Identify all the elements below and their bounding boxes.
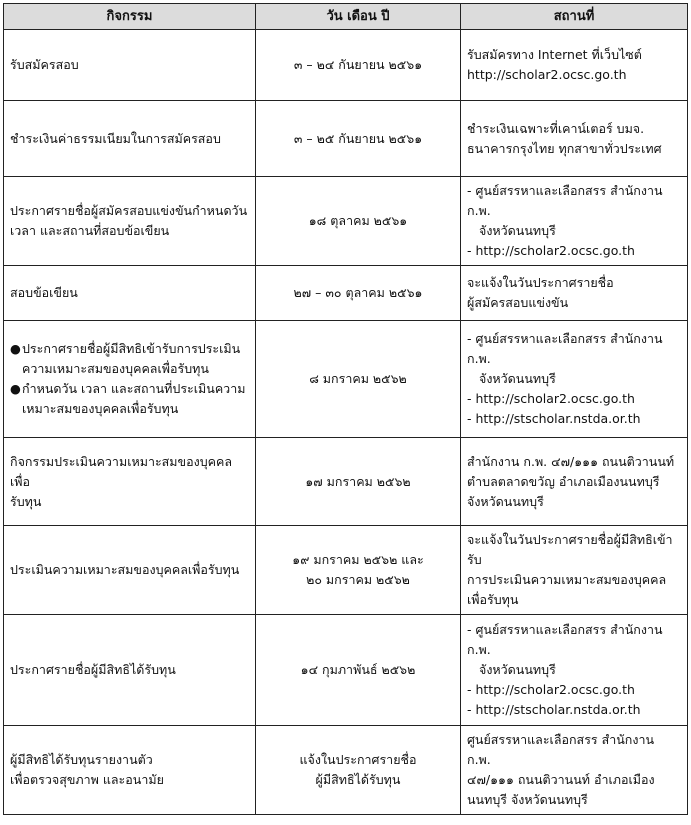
place-url: http://scholar2.ocsc.go.th: [467, 67, 627, 82]
activity-bullet-item: [10, 339, 249, 379]
activity-cell: [4, 526, 256, 615]
place-text: นนทบุรี จังหวัดนนทบุรี: [467, 792, 588, 807]
place-text: รับสมัครทาง Internet ที่เว็บไซต์: [467, 47, 642, 62]
activity-text: ชำระเงินค่าธรรมเนียมในการสมัครสอบ: [10, 130, 221, 146]
activity-cell: [4, 30, 256, 101]
place-cell: [461, 321, 688, 438]
date-text: ๑๔ กุมภาพันธ์ ๒๕๖๒: [300, 662, 416, 677]
activity-text: ความเหมาะสมของบุคคลเพื่อรับทุน: [22, 361, 209, 376]
place-text: จังหวัดนนทบุรี: [479, 371, 556, 386]
place-cell: [461, 101, 688, 177]
date-text: ผู้มีสิทธิได้รับทุน: [315, 772, 401, 787]
place-text: - ศูนย์สรรหาและเลือกสรร สำนักงาน ก.พ.: [467, 183, 663, 218]
date-text: ๒๐ มกราคม ๒๕๖๒: [306, 572, 410, 587]
activity-text: รับสมัครสอบ: [10, 57, 79, 72]
place-cell: [461, 438, 688, 526]
table-row: [4, 101, 688, 177]
date-cell: [256, 177, 461, 266]
activity-text: เวลา และสถานที่สอบข้อเขียน: [10, 223, 170, 238]
place-text: จะแจ้งในวันประกาศรายชื่อ: [467, 275, 614, 290]
place-cell: [461, 526, 688, 615]
place-text: สำนักงาน ก.พ. ๔๗/๑๑๑ ถนนติวานนท์: [467, 453, 675, 469]
header-date: วัน เดือน ปี: [256, 4, 461, 30]
table-row: [4, 30, 688, 101]
activity-text: ประกาศรายชื่อผู้มีสิทธิได้รับทุน: [10, 662, 176, 677]
place-text: ตำบลตลาดขวัญ อำเภอเมืองนนทบุรี: [467, 473, 660, 489]
place-url: - http://scholar2.ocsc.go.th: [467, 243, 635, 258]
place-text: การประเมินความเหมาะสมของบุคคล: [467, 572, 667, 587]
date-text: ๓ – ๒๔ กันยายน ๒๕๖๑: [293, 57, 423, 72]
activity-text: ประกาศรายชื่อผู้มีสิทธิเข้ารับการประเมิน: [22, 341, 241, 356]
table-row: [4, 526, 688, 615]
place-cell: [461, 30, 688, 101]
date-cell: [256, 526, 461, 615]
table-row: [4, 177, 688, 266]
date-text: ๑๘ ตุลาคม ๒๕๖๑: [308, 213, 408, 228]
header-activity: กิจกรรม: [4, 4, 256, 30]
place-text: ผู้สมัครสอบแข่งขัน: [467, 295, 569, 310]
place-cell: [461, 177, 688, 266]
place-text: จังหวัดนนทบุรี: [467, 493, 544, 509]
date-cell: [256, 615, 461, 726]
activity-cell: [4, 321, 256, 438]
activity-cell: [4, 615, 256, 726]
date-text: แจ้งในประกาศรายชื่อ: [299, 752, 417, 767]
schedule-table: [3, 3, 688, 815]
place-text: ธนาคารกรุงไทย ทุกสาขาทั่วประเทศ: [467, 140, 662, 156]
date-cell: [256, 266, 461, 321]
activity-text: เหมาะสมของบุคคลเพื่อรับทุน: [22, 401, 179, 416]
place-text: ศูนย์สรรหาและเลือกสรร สำนักงาน ก.พ.: [467, 732, 655, 767]
place-url: - http://scholar2.ocsc.go.th: [467, 391, 635, 406]
activity-text: ประกาศรายชื่อผู้สมัครสอบแข่งขันกำหนดวัน: [10, 203, 248, 218]
activity-cell: [4, 726, 256, 815]
date-text: ๓ – ๒๕ กันยายน ๒๕๖๑: [293, 130, 423, 146]
activity-bullet-item: [10, 379, 249, 419]
place-text: - ศูนย์สรรหาและเลือกสรร สำนักงาน ก.พ.: [467, 622, 663, 657]
place-cell: [461, 615, 688, 726]
activity-text: สอบข้อเขียน: [10, 285, 78, 300]
table-row: [4, 321, 688, 438]
table-row: [4, 266, 688, 321]
date-cell: [256, 101, 461, 177]
bullet-icon: ●: [10, 381, 21, 396]
activity-cell: [4, 266, 256, 321]
table-row: [4, 615, 688, 726]
place-cell: [461, 726, 688, 815]
place-url: - http://scholar2.ocsc.go.th: [467, 682, 635, 697]
date-cell: [256, 438, 461, 526]
place-cell: [461, 266, 688, 321]
place-url: - http://stscholar.nstda.or.th: [467, 702, 641, 717]
place-text: - ศูนย์สรรหาและเลือกสรร สำนักงาน ก.พ.: [467, 331, 663, 366]
activity-text: กำหนดวัน เวลา และสถานที่ประเมินความ: [22, 381, 246, 396]
place-text: ๔๗/๑๑๑ ถนนติวานนท์ อำเภอเมือง: [467, 772, 655, 787]
date-text: ๑๗ มกราคม ๒๕๖๒: [305, 473, 411, 489]
activity-text: ประเมินความเหมาะสมของบุคคลเพื่อรับทุน: [10, 562, 240, 577]
place-text: ชำระเงินเฉพาะที่เคาน์เตอร์ บมจ.: [467, 120, 645, 136]
date-cell: [256, 321, 461, 438]
activity-text: รับทุน: [10, 493, 42, 509]
date-cell: [256, 30, 461, 101]
place-text: เพื่อรับทุน: [467, 592, 519, 607]
table-row: [4, 438, 688, 526]
bullet-icon: ●: [10, 341, 21, 356]
activity-text: กิจกรรมประเมินความเหมาะสมของบุคคลเพื่อ: [10, 453, 233, 489]
activity-text: ผู้มีสิทธิได้รับทุนรายงานตัว: [10, 752, 153, 767]
table-row: [4, 726, 688, 815]
activity-text: เพื่อตรวจสุขภาพ และอนามัย: [10, 772, 164, 787]
date-text: ๘ มกราคม ๒๕๖๒: [309, 371, 407, 386]
date-text: ๒๗ – ๓๐ ตุลาคม ๒๕๖๑: [293, 285, 423, 300]
activity-cell: [4, 177, 256, 266]
activity-cell: [4, 101, 256, 177]
header-row: [4, 4, 688, 30]
header-place: สถานที่: [461, 4, 688, 30]
place-text: จังหวัดนนทบุรี: [479, 662, 556, 677]
activity-cell: [4, 438, 256, 526]
place-url: - http://stscholar.nstda.or.th: [467, 411, 641, 426]
place-text: จะแจ้งในวันประกาศรายชื่อผู้มีสิทธิเข้ารับ: [467, 532, 673, 567]
date-cell: [256, 726, 461, 815]
date-text: ๑๙ มกราคม ๒๕๖๒ และ: [292, 552, 424, 567]
place-text: จังหวัดนนทบุรี: [479, 223, 556, 238]
